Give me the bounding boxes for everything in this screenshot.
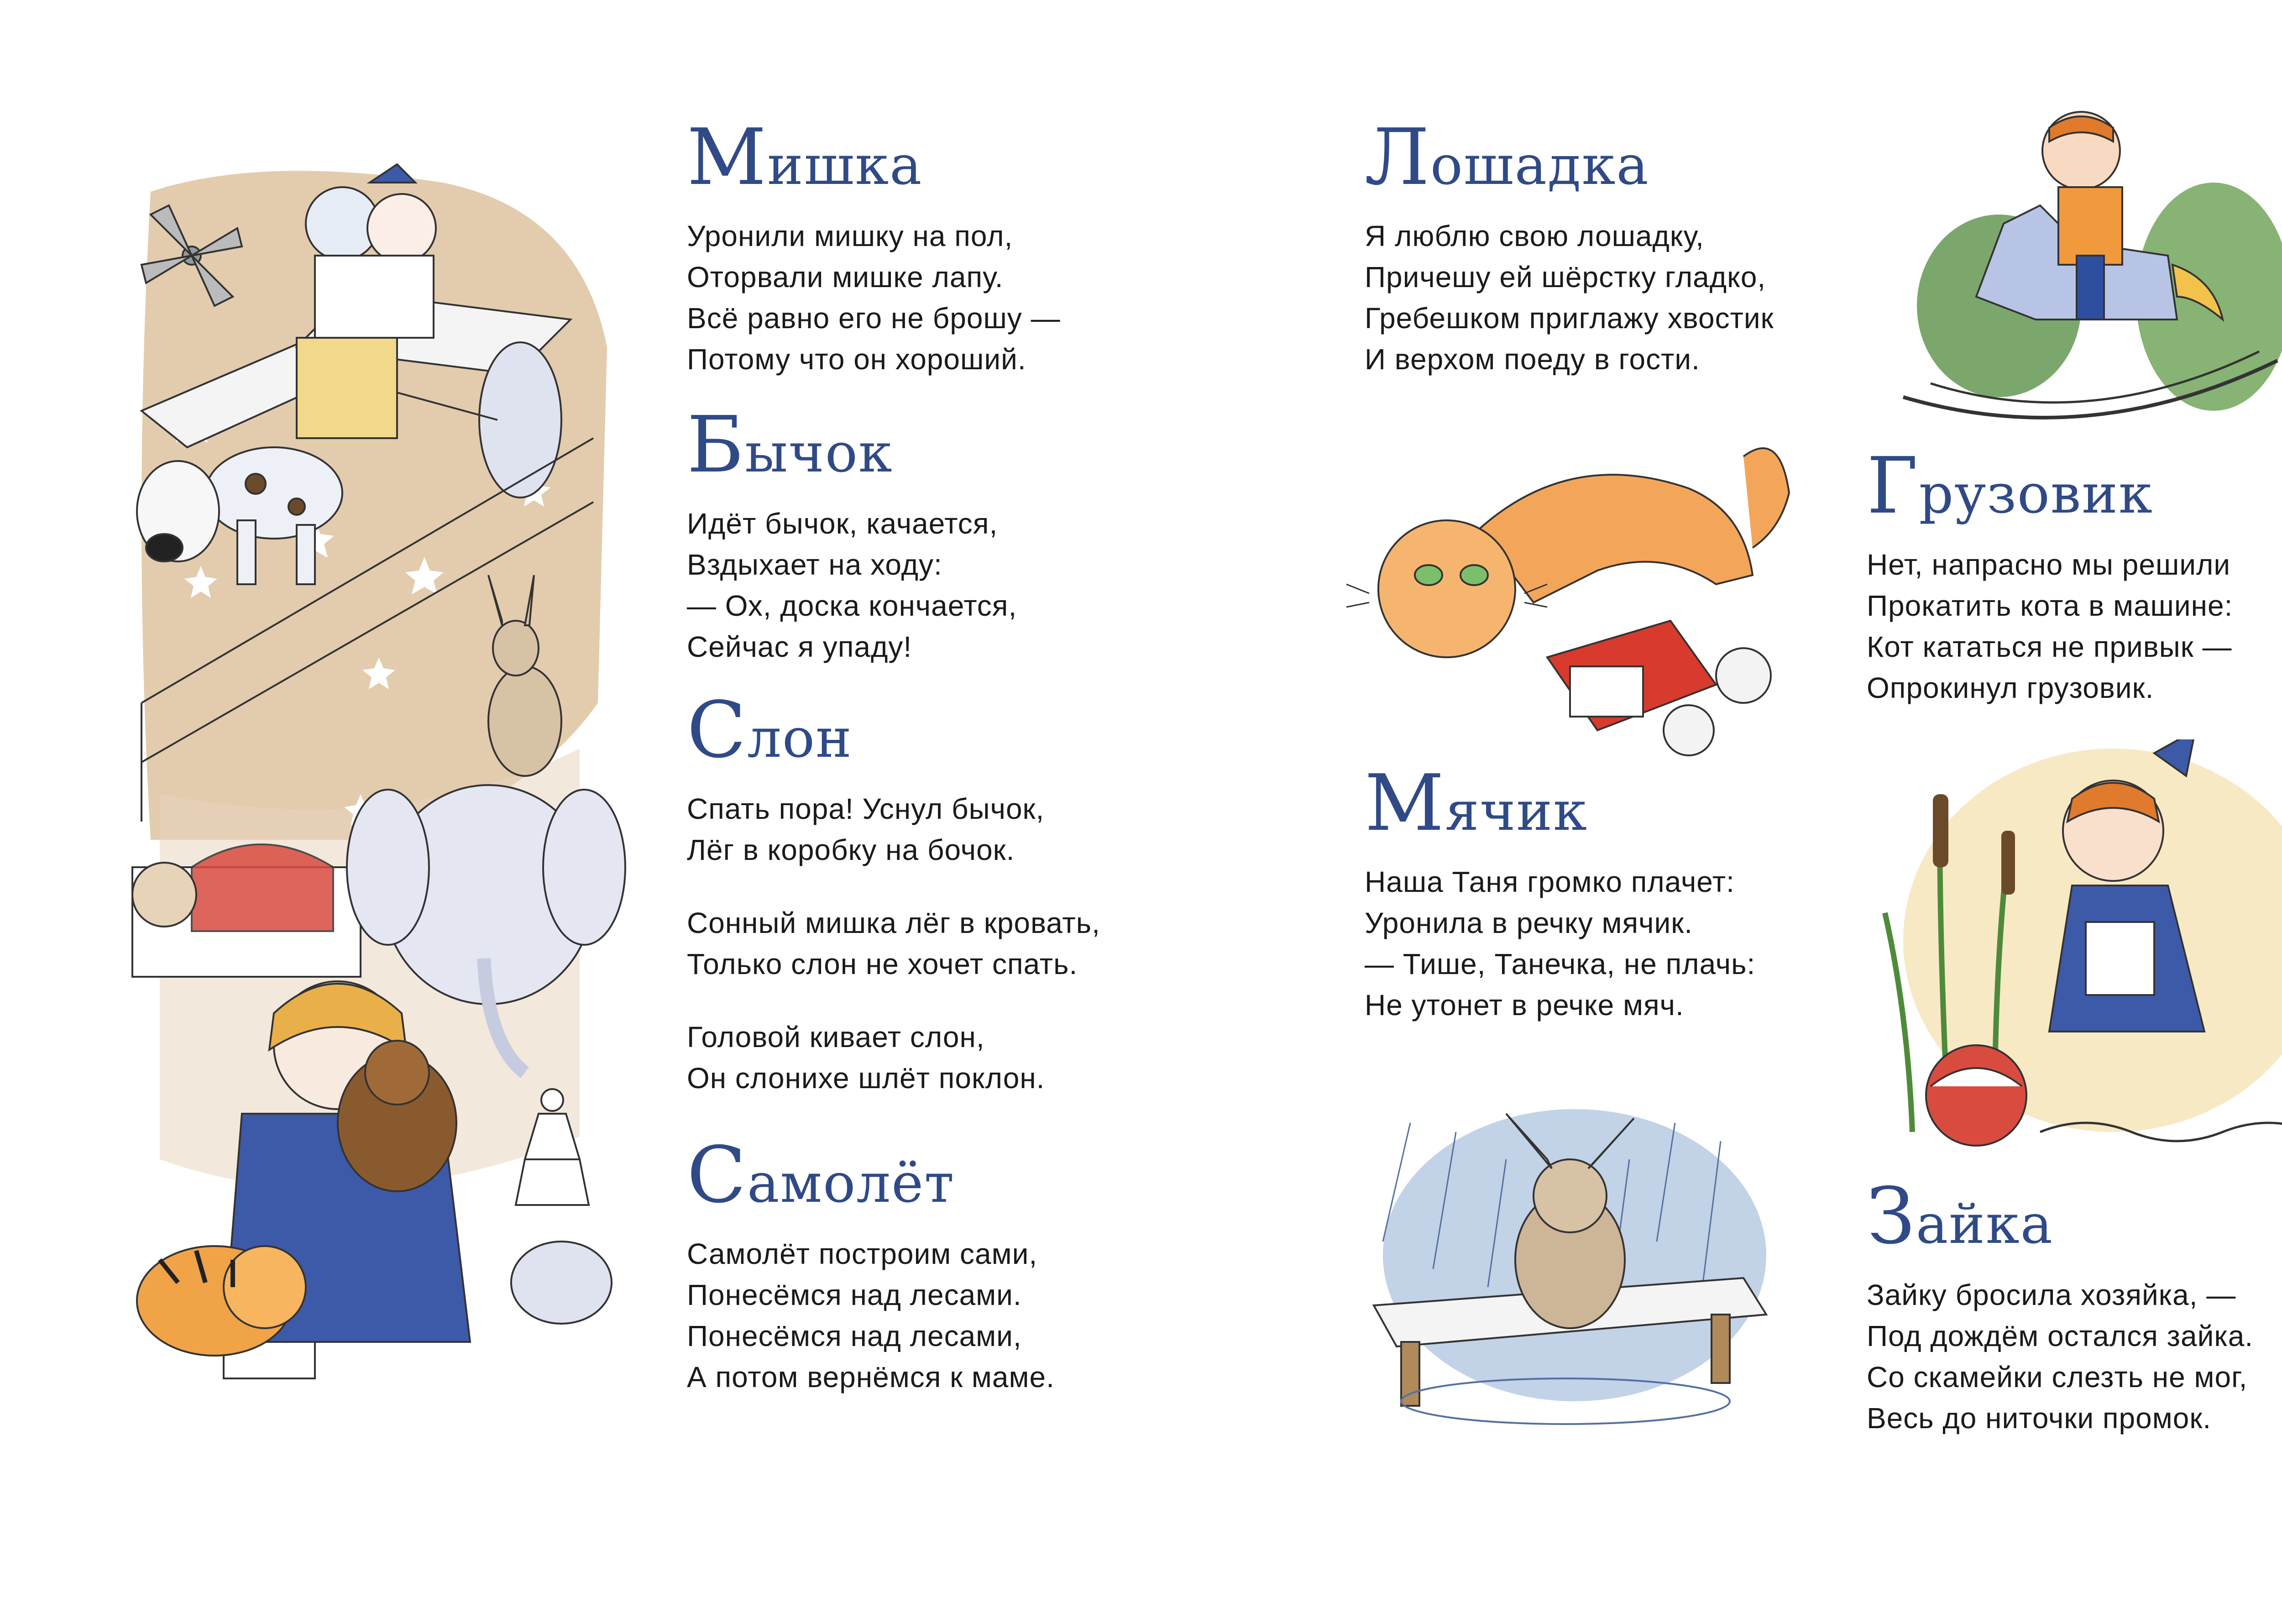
poem-line: Сонный мишка лёг в кровать, xyxy=(687,906,1100,939)
poem-zayka xyxy=(1867,1171,2254,1471)
title-rest: амолёт xyxy=(747,1152,955,1215)
rocking-horse-illustration xyxy=(1885,105,2282,434)
poem-line: Понесёмся над лесами. xyxy=(687,1278,1022,1311)
poem-line: Весь до ниточки промок. xyxy=(1867,1402,2212,1435)
poem-line: Самолёт построим сами, xyxy=(687,1237,1038,1270)
poem-line: — Ох, доска кончается, xyxy=(687,589,1017,622)
title-rest: ычок xyxy=(744,421,893,484)
poem-stanza xyxy=(1365,215,1774,380)
title-initial: Г xyxy=(1867,441,1919,531)
poem-line: Под дождём остался зайка. xyxy=(1867,1320,2254,1352)
poem-stanza xyxy=(687,215,1061,380)
cat-truck-image xyxy=(1342,429,1816,758)
title-initial: Л xyxy=(1365,112,1430,203)
toys-collage-image xyxy=(123,155,639,1433)
poem-title-zayka xyxy=(1867,1171,2253,1262)
title-initial: М xyxy=(687,112,768,203)
poem-bychok xyxy=(687,400,1017,699)
poem-title-loshadka xyxy=(1365,112,1774,203)
poem-line: Не утонет в речке мяч. xyxy=(1365,989,1684,1022)
poem-line: Уронила в речку мячик. xyxy=(1365,906,1693,939)
poem-line: Уронили мишку на пол, xyxy=(687,220,1013,252)
poem-gruzovik xyxy=(1867,441,2233,740)
poem-line: Потому что он хороший. xyxy=(687,343,1026,376)
title-initial: М xyxy=(1365,758,1445,849)
poem-stanza xyxy=(1867,1274,2253,1439)
title-initial: З xyxy=(1867,1171,1916,1262)
poem-slon xyxy=(687,685,1100,1131)
poem-line: Гребешком приглажу хвостик xyxy=(1365,302,1774,335)
poem-line: Наша Таня громко плачет: xyxy=(1365,865,1735,898)
poem-myachik xyxy=(1365,758,1756,1058)
poem-stanza xyxy=(1867,544,2233,708)
poem-title-gruzovik xyxy=(1867,441,2233,531)
title-rest: ишка xyxy=(767,134,923,197)
poem-line: — Тише, Танечка, не плачь: xyxy=(1365,948,1756,980)
title-rest: ячик xyxy=(1445,780,1588,843)
poem-line: Лёг в коробку на бочок. xyxy=(687,833,1015,866)
bunny-rain-illustration xyxy=(1356,1105,1789,1433)
poem-title-myachik xyxy=(1365,758,1755,849)
title-initial: Б xyxy=(687,400,745,490)
poem-line: Сейчас я упаду! xyxy=(687,630,912,663)
poem-line: Идёт бычок, качается, xyxy=(687,507,998,540)
rocking-horse-image xyxy=(1885,105,2282,434)
girl-ball-image xyxy=(1858,739,2282,1155)
poem-stanza xyxy=(1365,861,1755,1026)
poem-title-mishka xyxy=(687,112,1061,203)
poem-line: Прокатить кота в машине: xyxy=(1867,589,2233,622)
poem-line: Опрокинул грузовик. xyxy=(1867,671,2154,704)
title-rest: рузовик xyxy=(1919,462,2153,525)
poem-stanza xyxy=(687,902,1100,985)
bunny-rain-image xyxy=(1356,1105,1789,1433)
poem-mishka xyxy=(687,112,1061,412)
poem-stanza xyxy=(687,788,1100,870)
poem-title-bychok xyxy=(687,400,1017,490)
poem-stanza xyxy=(687,1016,1100,1099)
poem-line: Зайку бросила хозяйка, — xyxy=(1867,1278,2236,1311)
poem-loshadka xyxy=(1365,112,1774,412)
toys-illustration xyxy=(123,155,639,1433)
poem-line: Головой кивает слон, xyxy=(687,1021,985,1053)
poem-stanza xyxy=(687,1233,1055,1398)
poem-line: Оторвали мишке лапу. xyxy=(687,261,1004,293)
poem-line: Всё равно его не брошу — xyxy=(687,302,1061,335)
poem-line: Только слон не хочет спать. xyxy=(687,948,1078,980)
poem-samolet xyxy=(687,1130,1055,1430)
poem-line: Со скамейки слезть не мог, xyxy=(1867,1361,2248,1393)
title-rest: айка xyxy=(1916,1193,2054,1256)
poem-title-slon xyxy=(687,685,1100,775)
title-rest: ошадка xyxy=(1430,134,1649,197)
poem-line: Он слонихе шлёт поклон. xyxy=(687,1062,1045,1095)
title-initial: С xyxy=(687,1130,748,1221)
poem-title-samolet xyxy=(687,1130,1055,1221)
poem-line: Я люблю свою лошадку, xyxy=(1365,220,1704,252)
poem-line: И верхом поеду в гости. xyxy=(1365,343,1700,376)
poem-stanza xyxy=(687,503,1017,667)
cat-truck-illustration xyxy=(1342,429,1816,758)
girl-ball-illustration xyxy=(1858,739,2282,1155)
poem-line: Вздыхает на ходу: xyxy=(687,548,942,581)
poem-line: Нет, напрасно мы решили xyxy=(1867,548,2231,581)
poem-line: Понесёмся над лесами, xyxy=(687,1320,1022,1352)
title-initial: С xyxy=(687,685,748,775)
poem-line: Спать пора! Уснул бычок, xyxy=(687,792,1045,825)
poem-line: Кот кататься не привык — xyxy=(1867,630,2232,663)
poem-line: Причешу ей шёрстку гладко, xyxy=(1365,261,1766,293)
poem-line: А потом вернёмся к маме. xyxy=(687,1361,1055,1393)
title-rest: лон xyxy=(747,707,853,770)
